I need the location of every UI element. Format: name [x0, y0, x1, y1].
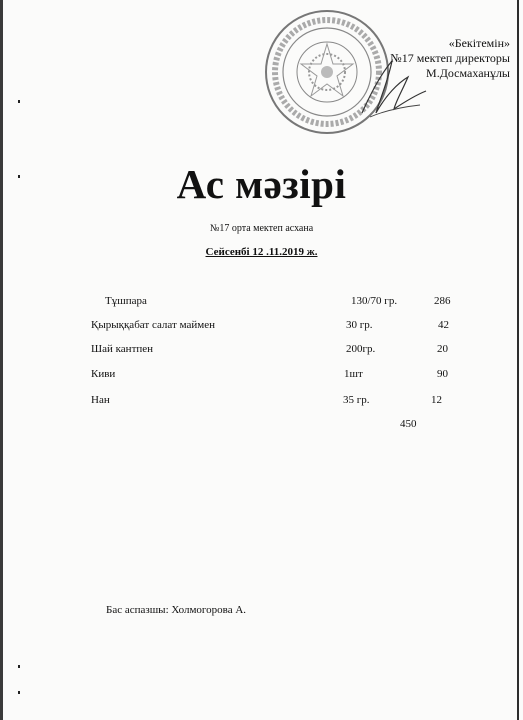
menu-item-portion: 200гр.: [346, 343, 376, 355]
menu-item-portion: 1шт: [344, 368, 363, 380]
menu-item-portion: 30 гр.: [346, 319, 373, 331]
canteen-name: №17 орта мектеп асхана: [209, 223, 314, 234]
menu-item-value: 20: [437, 343, 448, 355]
menu-item-value: 42: [438, 319, 449, 331]
menu-item-name: Тұшпара: [105, 295, 147, 307]
approval-director-name: М.Досмаханұлы: [426, 66, 510, 80]
menu-item-name: Нан: [91, 394, 110, 406]
menu-item-portion: 130/70 гр.: [351, 295, 398, 307]
approval-position: №17 мектеп директоры: [390, 51, 510, 65]
scan-speck: [18, 665, 20, 668]
menu-item-value: 90: [437, 368, 448, 380]
menu-item-value: 286: [434, 295, 451, 307]
approval-label: «Бекітемін»: [448, 36, 510, 50]
head-cook-signature-line: Бас аспазшы: Холмогорова А.: [106, 604, 247, 616]
menu-item-name: Киви: [91, 368, 116, 380]
scan-speck: [18, 691, 20, 694]
menu-item-name: Шай кантпен: [91, 343, 154, 355]
menu-item-name: Қырыққабат салат маймен: [91, 319, 215, 331]
menu-date: Сейсенбі 12 .11.2019 ж.: [205, 246, 318, 258]
menu-total: 450: [400, 418, 417, 430]
menu-item-value: 12: [431, 394, 442, 406]
page-title: Ас мәзірі: [176, 161, 347, 207]
menu-item-portion: 35 гр.: [343, 394, 370, 406]
